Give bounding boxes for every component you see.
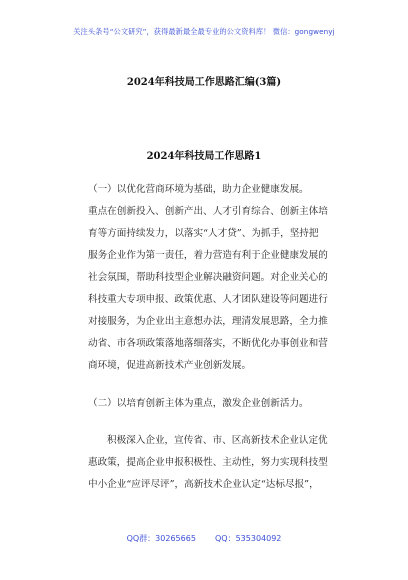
paragraph-1-line: 重点在创新投入、创新产出、人才引育综合、创新主体培 xyxy=(88,206,328,217)
paragraph-3-line: 积极深入企业，宣传省、市、区高新技术企业认定优 xyxy=(107,435,328,446)
qq-group-label: QQ群：30265665 xyxy=(126,534,196,543)
document-title: 2024年科技局工作思路汇编(3篇) xyxy=(126,77,282,88)
qq-contact-label: QQ：535304092 xyxy=(215,534,282,543)
paragraph-3-line: 中小企业“应评尽评”，高新技术企业认定“达标尽报”， xyxy=(88,479,319,490)
paragraph-1-line: （一）以优化营商环境为基础，助力企业健康发展。 xyxy=(88,184,309,195)
paragraph-1-line: 育等方面持续发力，以落实“人才贷”、为抓手，坚持把 xyxy=(88,228,319,239)
paragraph-2-line: （二）以培育创新主体为重点，激发企业创新活力。 xyxy=(88,398,309,409)
header-banner: 关注头条号“公文研究”，获得最新最全最专业的公文资料库！ 微信：gongwenyj xyxy=(73,27,335,36)
paragraph-1-line: 社会氛围，帮助科技型企业解决融资问题。对企业关心的 xyxy=(88,272,328,283)
paragraph-3-line: 惠政策，提高企业申报积极性、主动性，努力实现科技型 xyxy=(88,457,328,468)
paragraph-1-line: 对接服务，为企业出主意想办法，理清发展思路，全力推 xyxy=(88,316,328,327)
paragraph-1-line: 科技重大专项申报、政策优惠、人才团队建设等问题进行 xyxy=(88,294,328,305)
paragraph-1 xyxy=(88,179,350,377)
paragraph-2 xyxy=(88,393,350,415)
paragraph-3 xyxy=(88,430,350,496)
paragraph-1-line: 动省、市各项政策落地落细落实，不断优化办事创业和营 xyxy=(88,338,328,349)
paragraph-1-line: 商环境，促进高新技术产业创新发展。 xyxy=(88,360,252,371)
footer-contact xyxy=(0,533,408,544)
section-title: 2024年科技局工作思路1 xyxy=(146,151,262,162)
paragraph-1-line: 服务企业作为第一责任，着力营造有利于企业健康发展的 xyxy=(88,250,328,261)
